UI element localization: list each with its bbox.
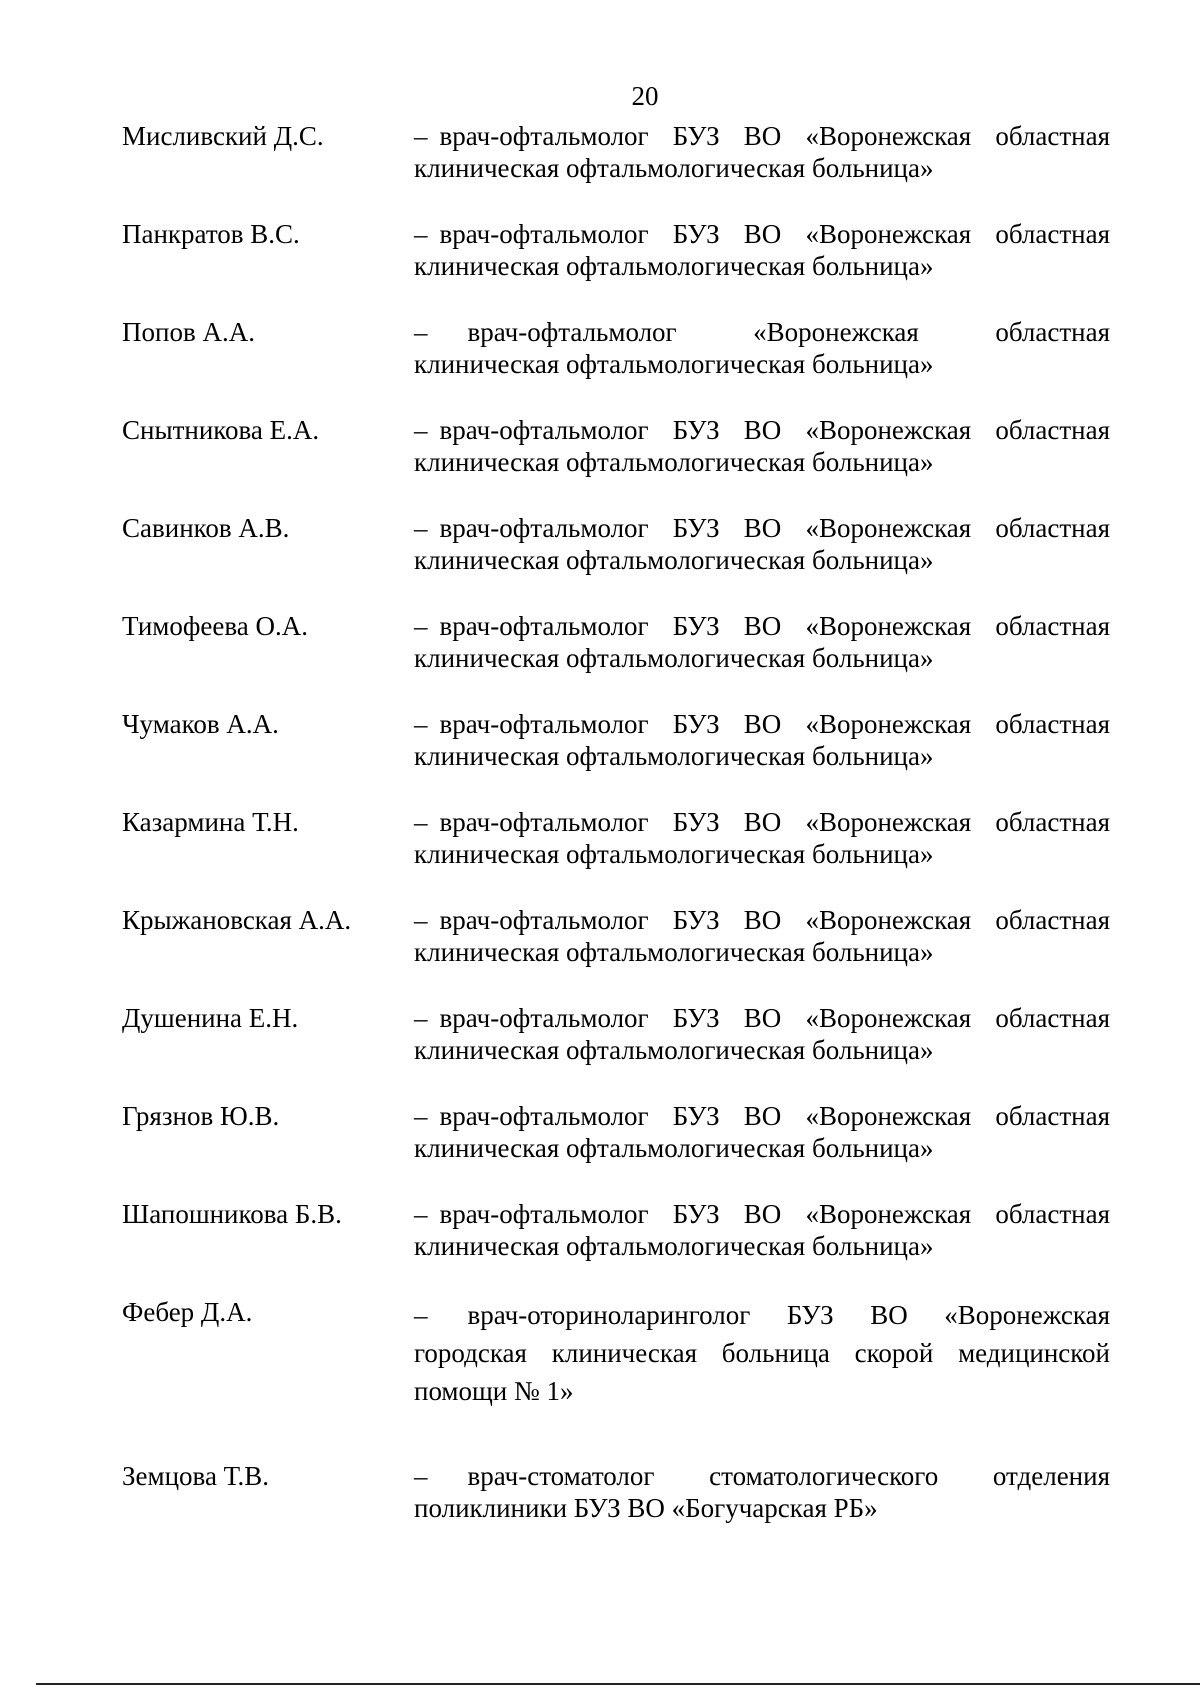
list-item bbox=[122, 1002, 1110, 1066]
dash: – bbox=[414, 1199, 428, 1229]
position-text: врач-офтальмолог БУЗ ВО «Воронежская областная клиническая офтальмологическая больница» bbox=[414, 807, 1110, 869]
person-position bbox=[414, 1198, 1110, 1262]
person-position bbox=[414, 316, 1110, 380]
position-text: врач-офтальмолог БУЗ ВО «Воронежская областная клиническая офтальмологическая больница» bbox=[414, 611, 1110, 673]
dash: – bbox=[414, 611, 428, 641]
person-name: Крыжановская А.А. bbox=[122, 905, 352, 935]
person-position bbox=[414, 904, 1110, 968]
dash: – bbox=[414, 317, 428, 347]
dash: – bbox=[414, 513, 428, 543]
list-item bbox=[122, 1198, 1110, 1262]
person-position bbox=[414, 512, 1110, 576]
list-item bbox=[122, 1296, 1110, 1410]
dash: – bbox=[414, 709, 428, 739]
list-item bbox=[122, 512, 1110, 576]
person-name: Попов А.А. bbox=[122, 317, 255, 347]
person-position bbox=[414, 1460, 1110, 1524]
page-number: 20 bbox=[631, 81, 659, 111]
person-position bbox=[414, 414, 1110, 478]
person-position bbox=[414, 1002, 1110, 1066]
person-name: Шапошникова Б.В. bbox=[122, 1199, 342, 1229]
person-position bbox=[414, 708, 1110, 772]
dash: – bbox=[414, 1461, 428, 1491]
list-item bbox=[122, 708, 1110, 772]
dash: – bbox=[414, 121, 428, 151]
dash: – bbox=[414, 905, 428, 935]
entries-list bbox=[122, 120, 1110, 1558]
position-text: врач-офтальмолог «Воронежская областная клиническая офтальмологическая больница» bbox=[414, 317, 1110, 379]
position-text: врач-офтальмолог БУЗ ВО «Воронежская областная клиническая офтальмологическая больница» bbox=[414, 121, 1110, 183]
person-position bbox=[414, 218, 1110, 282]
person-position bbox=[414, 1100, 1110, 1164]
person-position bbox=[414, 120, 1110, 184]
position-text: врач-офтальмолог БУЗ ВО «Воронежская областная клиническая офтальмологическая больница» bbox=[414, 905, 1110, 967]
person-name: Мисливский Д.С. bbox=[122, 121, 324, 151]
dash: – bbox=[414, 807, 428, 837]
position-text: врач-офтальмолог БУЗ ВО «Воронежская областная клиническая офтальмологическая больница» bbox=[414, 219, 1110, 281]
dash: – bbox=[414, 1003, 428, 1033]
list-item bbox=[122, 120, 1110, 184]
person-name: Земцова Т.В. bbox=[122, 1461, 269, 1491]
position-text: врач-офтальмолог БУЗ ВО «Воронежская областная клиническая офтальмологическая больница» bbox=[414, 709, 1110, 771]
position-text: врач-офтальмолог БУЗ ВО «Воронежская областная клиническая офтальмологическая больница» bbox=[414, 1101, 1110, 1163]
person-position bbox=[414, 610, 1110, 674]
position-text: врач-оториноларинголог БУЗ ВО «Воронежская городская клиническая больница скорой медицинской помощи № 1» bbox=[414, 1300, 1110, 1406]
person-position bbox=[414, 806, 1110, 870]
dash: – bbox=[414, 415, 428, 445]
person-name: Тимофеева О.А. bbox=[122, 611, 308, 641]
position-text: врач-офтальмолог БУЗ ВО «Воронежская областная клиническая офтальмологическая больница» bbox=[414, 1199, 1110, 1261]
list-item bbox=[122, 414, 1110, 478]
person-name: Савинков А.В. bbox=[122, 513, 290, 543]
person-name: Чумаков А.А. bbox=[122, 709, 279, 739]
dash: – bbox=[414, 1101, 428, 1131]
list-item bbox=[122, 610, 1110, 674]
person-name: Казармина Т.Н. bbox=[122, 807, 299, 837]
person-name: Снытникова Е.А. bbox=[122, 415, 320, 445]
person-name: Фебер Д.А. bbox=[122, 1297, 253, 1327]
list-item bbox=[122, 1100, 1110, 1164]
list-item bbox=[122, 806, 1110, 870]
page-bottom-rule bbox=[36, 1683, 1200, 1685]
person-position bbox=[414, 1296, 1110, 1410]
list-item bbox=[122, 904, 1110, 968]
list-item bbox=[122, 218, 1110, 282]
person-name: Грязнов Ю.В. bbox=[122, 1101, 280, 1131]
person-name: Панкратов В.С. bbox=[122, 219, 300, 249]
person-name: Душенина Е.Н. bbox=[122, 1003, 299, 1033]
dash: – bbox=[414, 1300, 428, 1330]
list-item bbox=[122, 316, 1110, 380]
dash: – bbox=[414, 219, 428, 249]
position-text: врач-стоматолог стоматологического отделения поликлиники БУЗ ВО «Богучарская РБ» bbox=[414, 1461, 1110, 1523]
position-text: врач-офтальмолог БУЗ ВО «Воронежская областная клиническая офтальмологическая больница» bbox=[414, 415, 1110, 477]
position-text: врач-офтальмолог БУЗ ВО «Воронежская областная клиническая офтальмологическая больница» bbox=[414, 1003, 1110, 1065]
position-text: врач-офтальмолог БУЗ ВО «Воронежская областная клиническая офтальмологическая больница» bbox=[414, 513, 1110, 575]
list-item bbox=[122, 1460, 1110, 1524]
